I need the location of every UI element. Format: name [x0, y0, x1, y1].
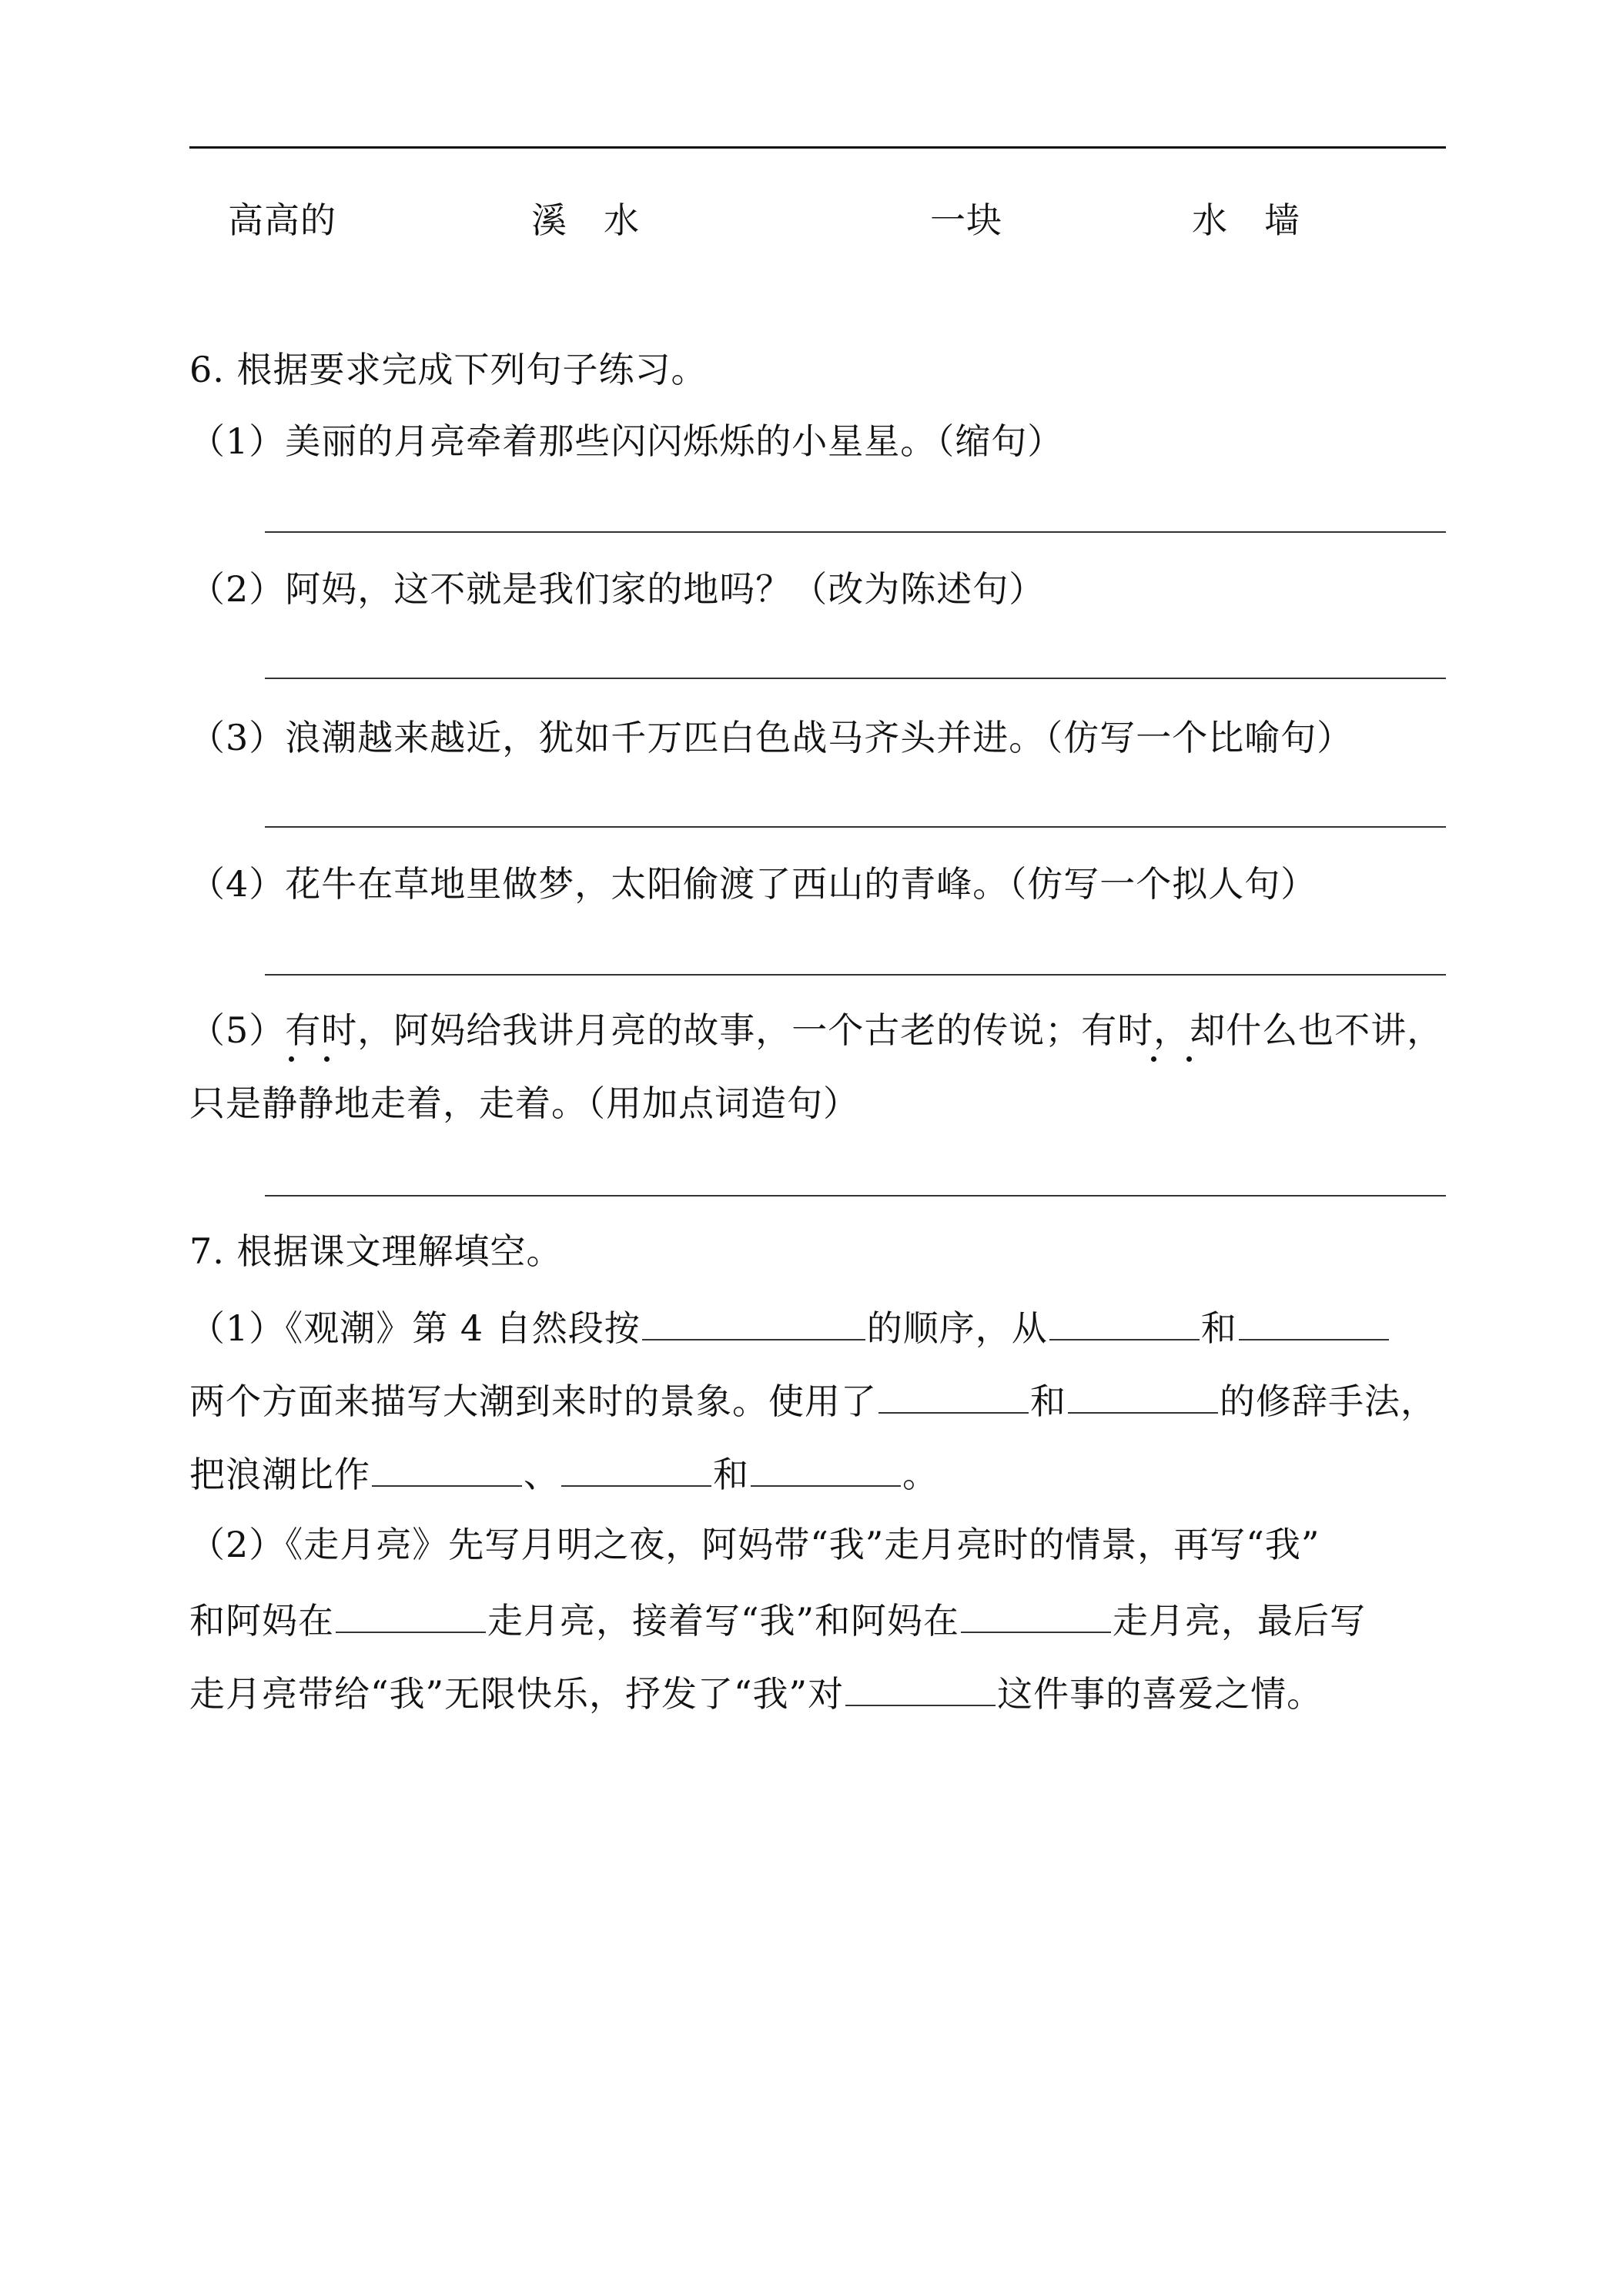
fill-blank-rhetoric-1[interactable] [878, 1378, 1029, 1414]
emphasis-dot [1186, 1056, 1192, 1062]
fill-blank-metaphor-2[interactable] [561, 1451, 711, 1487]
q7-p1-text: 的顺序，从 [866, 1307, 1048, 1349]
q6-item-5-end: ，却什么也不讲， [1153, 1009, 1444, 1051]
q7-p1-text: 把浪潮比作 [189, 1454, 370, 1495]
word-xishui: 溪 水 [531, 199, 640, 241]
fill-blank-aspect-1[interactable] [1049, 1305, 1200, 1340]
fill-blank-place-2[interactable] [961, 1598, 1111, 1633]
answer-line-1[interactable] [265, 531, 1446, 533]
q6-item-3: （3）浪潮越来越近，犹如千万匹白色战马齐头并进。（仿写一个比喻句） [189, 717, 1354, 758]
fill-blank-aspect-2[interactable] [1239, 1305, 1389, 1340]
q7-p2-text: 走月亮，最后写 [1113, 1600, 1367, 1642]
fill-blank-rhetoric-2[interactable] [1068, 1378, 1218, 1414]
q7-p1-text: 。 [902, 1454, 939, 1495]
answer-line-3[interactable] [265, 826, 1446, 828]
q6-item-5-line2: 只是静静地走着，走着。（用加点词造句） [189, 1083, 859, 1124]
q7-title: 7. 根据课文理解填空。 [189, 1230, 563, 1272]
answer-line-2[interactable] [265, 678, 1446, 679]
dotted-word-youshi-2: 有时 [1081, 1009, 1154, 1051]
answer-line-5[interactable] [265, 1195, 1446, 1197]
emphasis-dot [324, 1056, 330, 1062]
q6-item-2: （2）阿妈，这不就是我们家的地吗？（改为陈述句） [189, 568, 1046, 610]
q6-item-5-mid: ，阿妈给我讲月亮的故事，一个古老的传说； [357, 1009, 1082, 1051]
q7-p2-text: 走月亮带给“我”无限快乐，抒发了“我”对 [189, 1673, 845, 1715]
emphasis-dot [1151, 1056, 1156, 1062]
q7-p2-line2 [189, 1598, 1366, 1642]
fill-blank-place-1[interactable] [336, 1598, 486, 1633]
q7-p1-text: 两个方面来描写大潮到来时的景象。使用了 [189, 1381, 877, 1422]
word-shuiqiang: 水 墙 [1192, 199, 1300, 241]
q7-p2-line1: （2）《走月亮》先写月明之夜，阿妈带“我”走月亮时的情景，再写“我” [189, 1524, 1320, 1565]
q7-p1-text: 和 [713, 1454, 749, 1495]
q6-item-5-prefix: （5） [189, 1009, 286, 1051]
fill-blank-metaphor-3[interactable] [751, 1451, 901, 1487]
q6-item-5-line1 [189, 1009, 1443, 1052]
emphasis-dot [289, 1056, 294, 1062]
word-gaogaode: 高高的 [228, 199, 336, 241]
fill-blank-metaphor-1[interactable] [372, 1451, 522, 1487]
q6-item-4: （4）花牛在草地里做梦，太阳偷渡了西山的青峰。（仿写一个拟人句） [189, 863, 1317, 905]
q7-p1-text: 的修辞手法， [1220, 1381, 1437, 1422]
top-rule [189, 146, 1446, 149]
q7-p1-text: 和 [1200, 1307, 1237, 1349]
q7-p1-text: 和 [1030, 1381, 1066, 1422]
q7-p1-line2 [189, 1378, 1437, 1423]
fill-blank-order[interactable] [642, 1305, 865, 1340]
answer-line-4[interactable] [265, 974, 1446, 976]
word-yikuai: 一块 [930, 199, 1002, 241]
fill-blank-event[interactable] [845, 1671, 996, 1706]
q7-p2-text: 和阿妈在 [189, 1600, 334, 1642]
q6-title: 6. 根据要求完成下列句子练习。 [189, 349, 708, 390]
q7-p1-line1 [189, 1305, 1390, 1350]
q7-p2-text: 走月亮，接着写“我”和阿妈在 [487, 1600, 960, 1642]
q7-p2-line3 [189, 1671, 1323, 1715]
q7-p1-text: 、 [524, 1454, 560, 1495]
q6-item-1: （1）美丽的月亮牵着那些闪闪烁烁的小星星。（缩句） [189, 420, 1064, 462]
dotted-word-youshi-1: 有时 [285, 1009, 358, 1051]
q7-p1-text: （1）《观潮》第 4 自然段按 [189, 1307, 641, 1349]
q7-p2-text: 这件事的喜爱之情。 [997, 1673, 1323, 1715]
q7-p1-line3 [189, 1451, 939, 1496]
